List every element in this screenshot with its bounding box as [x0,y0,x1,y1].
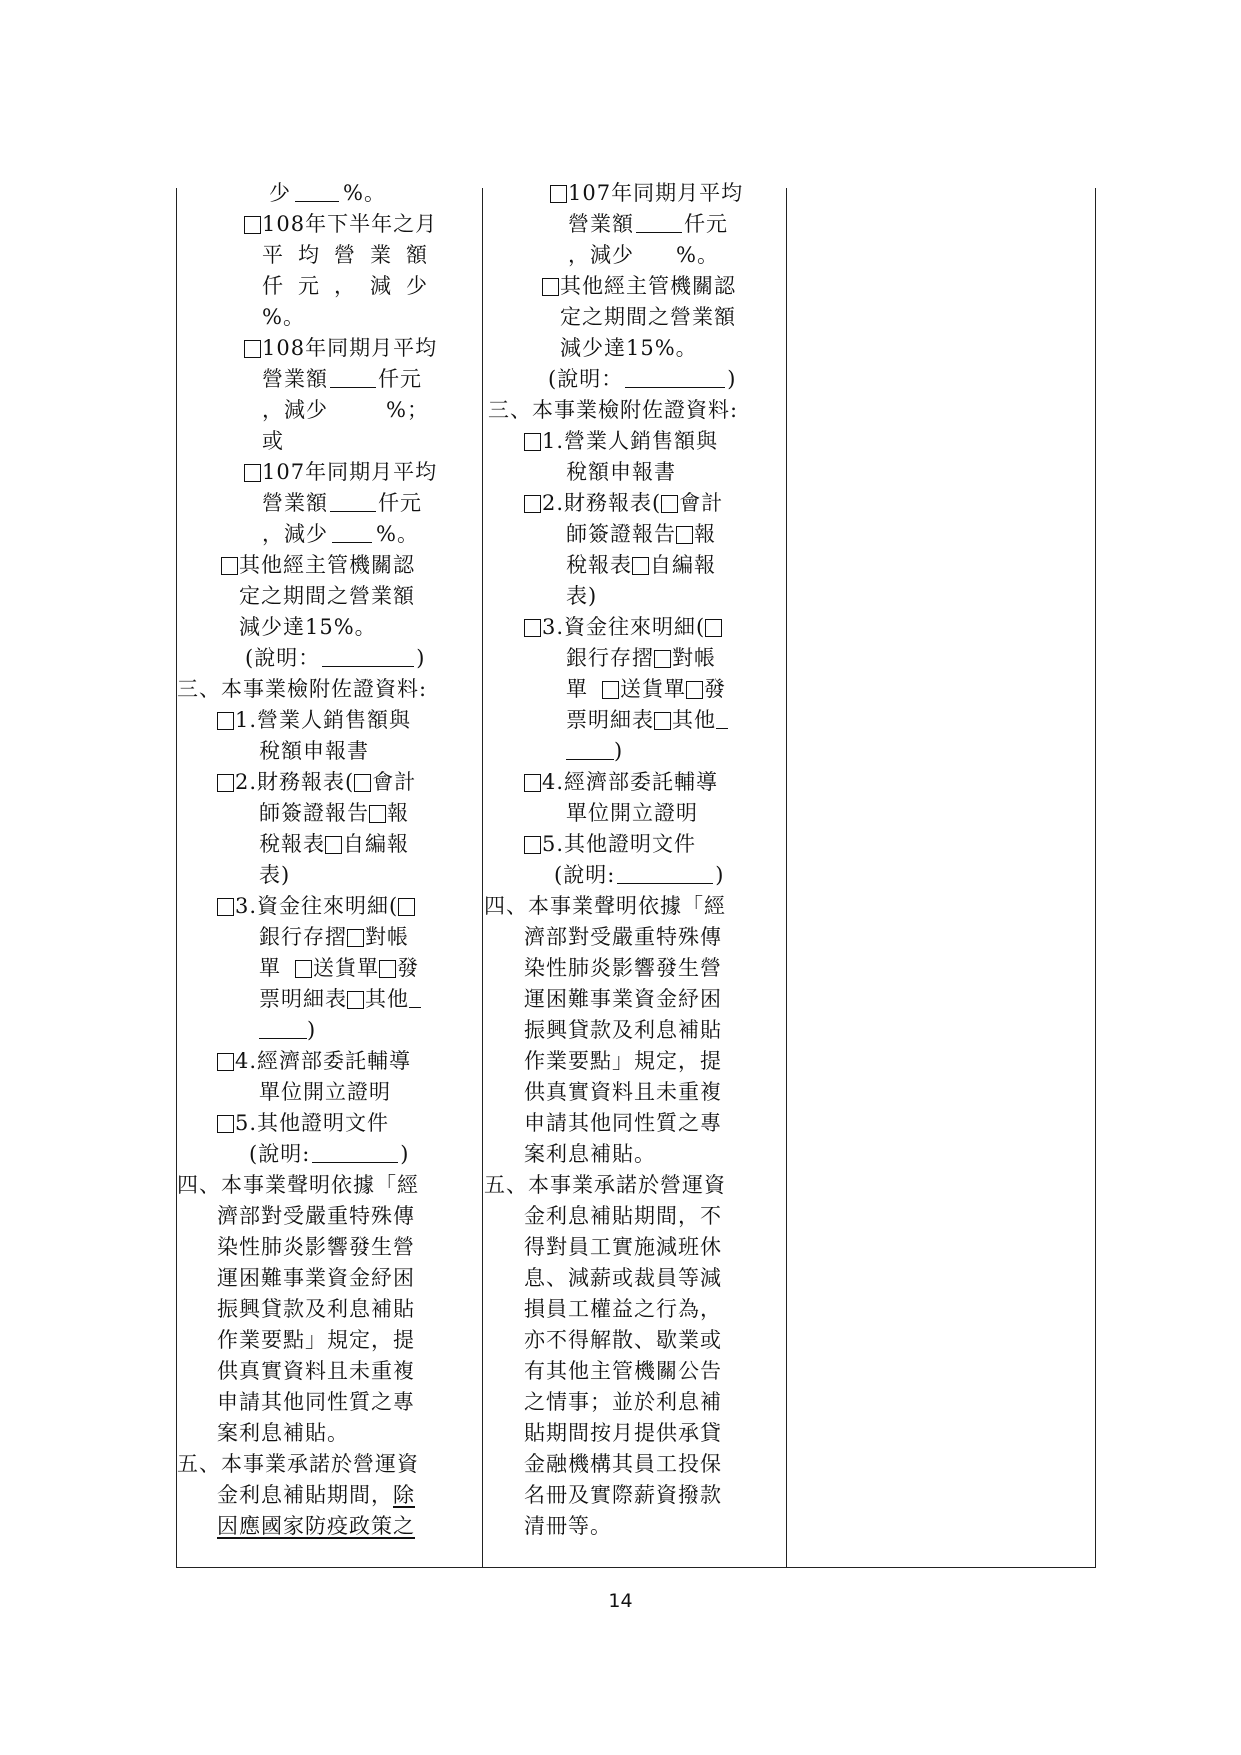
text-line: 票明細表 其他 [566,705,728,736]
text-line: 金利息補貼期間，不 [524,1204,722,1228]
checkbox[interactable] [661,495,678,513]
checkbox-line: 其他經主管機關認 [221,550,415,581]
text-line: 銀行存摺 對帳 [566,646,716,670]
text-line: 金融機構其員工投保 [524,1452,722,1476]
checkbox[interactable] [524,774,541,792]
text-line: 少 %。 [269,181,386,205]
checkbox[interactable] [295,960,312,978]
checkbox-line: 107年同期月平均 [244,457,437,488]
text-line: 染性肺炎影響發生營 [217,1235,415,1259]
section-heading: 三、本事業檢附佐證資料: [488,398,739,422]
section-heading: 五、本事業承諾於營運資 [484,1173,726,1197]
text-line: 表) [259,863,291,887]
checkbox[interactable] [550,185,567,203]
checkbox[interactable] [217,1115,234,1133]
checkbox-line: 5.其他證明文件 [524,829,696,860]
text-line: 案利息補貼。 [217,1421,349,1445]
text-line: 平 均 營 業 額 [262,243,427,267]
text-line: 之情事；並於利息補 [524,1390,722,1414]
text-line: ，減少 %。 [568,243,719,267]
text-line: 申請其他同性質之專 [524,1111,722,1135]
checkbox[interactable] [654,712,671,730]
page-number: 14 [608,1590,633,1612]
text-line: 稅報表 自編報 [566,553,716,577]
text-line: 亦不得解散、歇業或 [524,1328,722,1352]
text-line: 振興貸款及利息補貼 [524,1018,722,1042]
checkbox[interactable] [705,619,722,637]
checkbox[interactable] [686,681,703,699]
text-line: 減少達15%。 [239,615,377,639]
comparison-table [176,181,1096,1568]
checkbox[interactable] [524,433,541,451]
text-line: 師簽證報告 報 [259,801,409,825]
text-line: 單 送貨單 發 [259,956,419,980]
checkbox[interactable] [369,805,386,823]
text-line: 損員工權益之行為， [524,1297,722,1321]
text-line: 稅額申報書 [566,460,676,484]
text-line: 貼期間按月提供承貸 [524,1421,722,1445]
checkbox-line: 4.經濟部委託輔導 [217,1046,411,1077]
checkbox-line: 5.其他證明文件 [217,1108,389,1139]
text-line: 清冊等。 [524,1514,612,1538]
checkbox[interactable] [602,681,619,699]
checkbox[interactable] [244,340,261,358]
checkbox[interactable] [398,898,415,916]
checkbox[interactable] [244,216,261,234]
text-line: 息、減薪或裁員等減 [524,1266,722,1290]
section-heading: 四、本事業聲明依據「經 [177,1173,419,1197]
checkbox-line: 其他經主管機關認 [542,271,736,302]
text-line: 減少達15%。 [560,336,698,360]
text-line: 票明細表 其他 [259,984,421,1015]
text-line: 表) [566,584,598,608]
column-divider [482,188,483,1567]
checkbox-line: 3.資金往來明細( [524,612,723,643]
checkbox[interactable] [221,557,238,575]
text-line: 得對員工實施減班休 [524,1235,722,1259]
text-line: 申請其他同性質之專 [217,1390,415,1414]
text-line: %。 [262,305,305,329]
text-line: 營業額 仟元 [262,367,422,391]
checkbox[interactable] [542,278,559,296]
text-line: 濟部對受嚴重特殊傳 [217,1204,415,1228]
checkbox[interactable] [325,836,342,854]
text-line: 單 送貨單 發 [566,677,726,701]
text-line: 案利息補貼。 [524,1142,656,1166]
text-line: 供真實資料且未重複 [524,1080,722,1104]
text-line: 定之期間之營業額 [239,584,415,608]
checkbox[interactable] [632,557,649,575]
text-line: 作業要點」規定，提 [524,1049,722,1073]
section-heading: 三、本事業檢附佐證資料: [177,677,428,701]
amended-text-line: 因應國家防疫政策之 [217,1514,415,1538]
checkbox[interactable] [524,619,541,637]
text-line: ，減少 %； [262,398,429,422]
text-line: ) [259,1015,316,1046]
checkbox-line: 108年同期月平均 [244,333,437,364]
checkbox[interactable] [347,929,364,947]
text-line: 名冊及實際薪資撥款 [524,1483,722,1507]
checkbox-line: 1.營業人銷售額與 [524,426,718,457]
checkbox[interactable] [354,774,371,792]
text-line: 銀行存摺 對帳 [259,925,409,949]
checkbox-line: 1.營業人銷售額與 [217,705,411,736]
checkbox-line: 107年同期月平均 [550,178,743,209]
text-line: ，減少 %。 [262,522,419,546]
text-line: 運困難事業資金紓困 [524,987,722,1011]
text-line: 運困難事業資金紓困 [217,1266,415,1290]
checkbox-line: 2.財務報表( 會計 [524,488,723,519]
section-heading: 五、本事業承諾於營運資 [177,1452,419,1476]
column-divider [786,188,787,1567]
checkbox[interactable] [379,960,396,978]
checkbox-line: 108年下半年之月 [244,209,437,240]
text-line: 振興貸款及利息補貼 [217,1297,415,1321]
text-line: (說明： ) [245,646,426,670]
text-line: 稅報表 自編報 [259,832,409,856]
checkbox[interactable] [524,836,541,854]
checkbox[interactable] [676,526,693,544]
text-line: 稅額申報書 [259,739,369,763]
checkbox[interactable] [217,712,234,730]
text-line: 或 [262,429,284,453]
checkbox-line: 4.經濟部委託輔導 [524,767,718,798]
checkbox-line: 3.資金往來明細( [217,891,416,922]
text-line: 單位開立證明 [259,1080,391,1104]
checkbox[interactable] [524,495,541,513]
text-line: 有其他主管機關公告 [524,1359,722,1383]
text-line: 濟部對受嚴重特殊傳 [524,925,722,949]
text-line: 單位開立證明 [566,801,698,825]
checkbox[interactable] [244,464,261,482]
checkbox[interactable] [217,774,234,792]
text-line: ) [566,736,623,767]
text-line: 染性肺炎影響發生營 [524,956,722,980]
text-line: (說明： ) [548,367,737,391]
section-heading: 四、本事業聲明依據「經 [484,894,726,918]
checkbox[interactable] [654,650,671,668]
text-line: 供真實資料且未重複 [217,1359,415,1383]
text-line: 營業額 仟元 [568,212,728,236]
text-line: 金利息補貼期間，除 [217,1483,415,1507]
text-line: 定之期間之營業額 [560,305,736,329]
checkbox-line: 2.財務報表( 會計 [217,767,416,798]
text-line: (說明: ) [554,863,725,887]
text-line: 營業額 仟元 [262,491,422,515]
checkbox[interactable] [347,991,364,1009]
text-line: 作業要點」規定，提 [217,1328,415,1352]
text-line: 仟 元 ， 減 少 [262,274,427,298]
checkbox[interactable] [217,898,234,916]
checkbox[interactable] [217,1053,234,1071]
text-line: 師簽證報告 報 [566,522,716,546]
text-line: (說明: ) [249,1142,410,1166]
